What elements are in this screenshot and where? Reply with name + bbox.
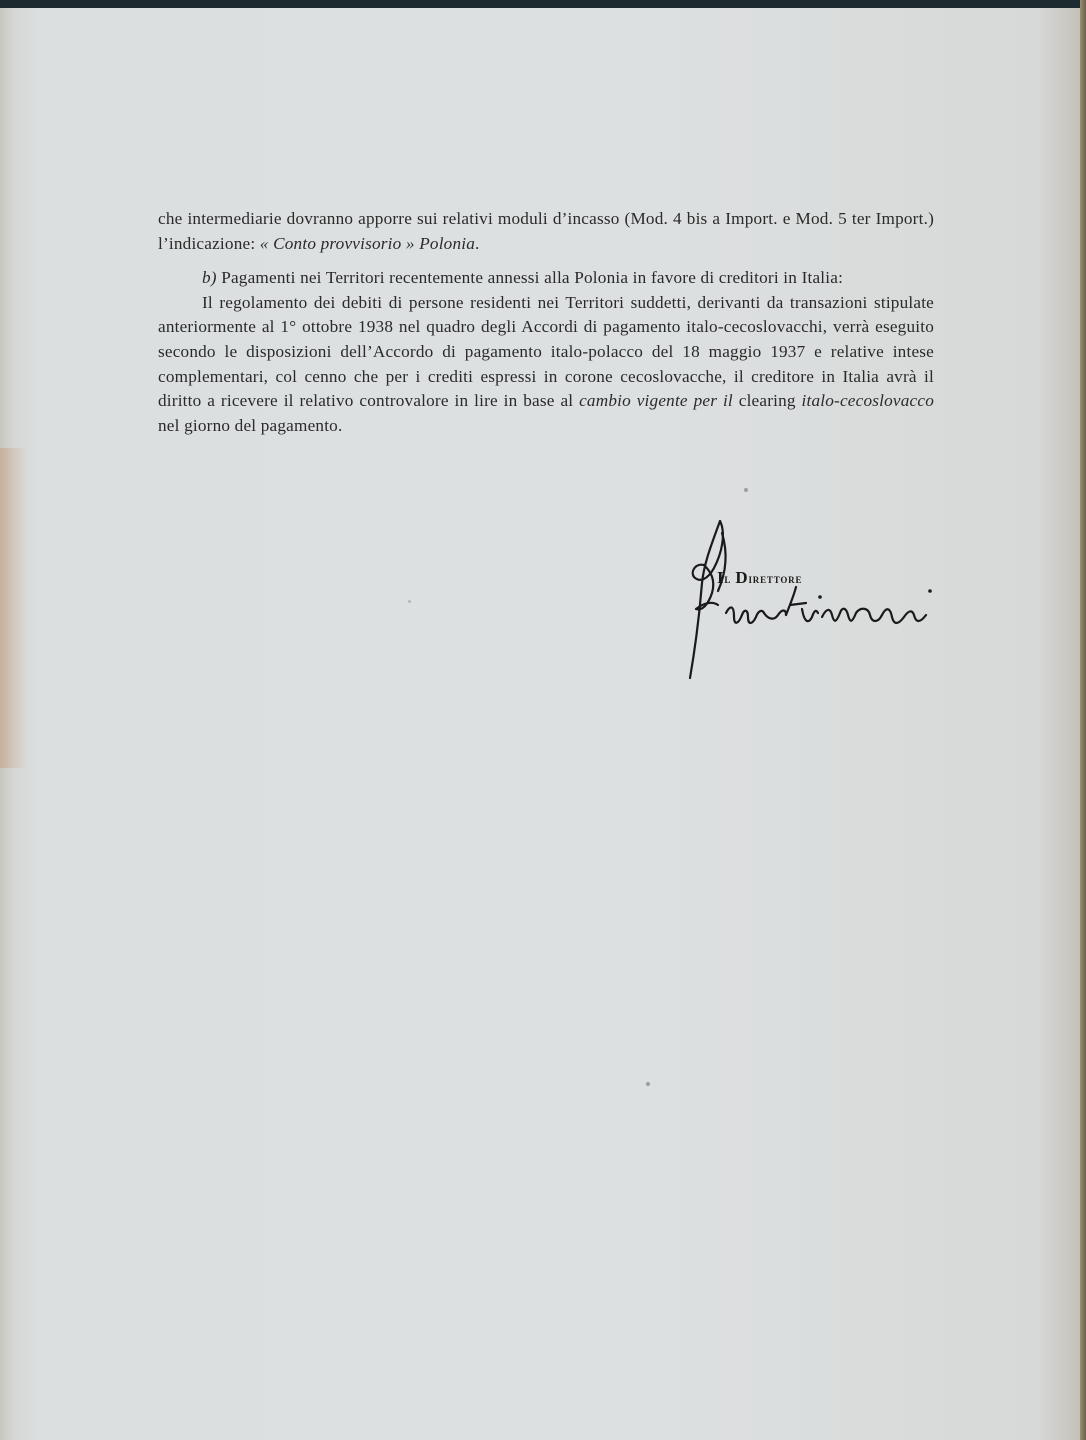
signatory-title: Il Direttore (717, 568, 803, 587)
page-edge (1080, 0, 1086, 1440)
paragraph-b-heading: b) Pagamenti nei Territori recentemente annessi alla Polonia in favore di creditori in Italia: (202, 268, 844, 288)
paper-speck (744, 488, 748, 492)
paragraph-continuation: che intermediarie dovranno apporre sui relativi moduli d’incasso (Mod. 4 bis a Import. e Mod. 5 ter Import.) l’indicazione: « Conto provvisorio » Polonia. (158, 209, 934, 253)
paper-speck (646, 1082, 650, 1086)
document-page (0, 8, 1080, 1440)
paper-speck (408, 600, 411, 603)
italic-exchange-rate: cambio vigente per il (579, 391, 733, 411)
italic-account-label: « Conto provvisorio » Polonia (259, 233, 476, 253)
italic-clearing-name: italo-cecoslovacco (801, 391, 934, 411)
list-marker: b) (202, 268, 217, 288)
document-body (158, 207, 934, 438)
handwritten-signature (682, 513, 942, 683)
paragraph-regulation: Il regolamento dei debiti di persone residenti nei Territori suddetti, derivanti da transazioni stipulate anteriormente al 1° ottobre 1938 nel quadro degli Accordi di pagamento italo-cecoslovacchi, verrà eseguito secondo le disposizioni dell’Accordo di pagamento italo-polacco del 18 maggio 1937 e relative intese complementari, col cenno che per i crediti espressi in corone cecoslovacche, il creditore in Italia avrà il diritto a ricevere il relativo controvalore in lire in base al cambio vigente per il clearing italo-cecoslovacco nel giorno del pagamento. (158, 292, 934, 435)
paper-stain (0, 448, 28, 768)
